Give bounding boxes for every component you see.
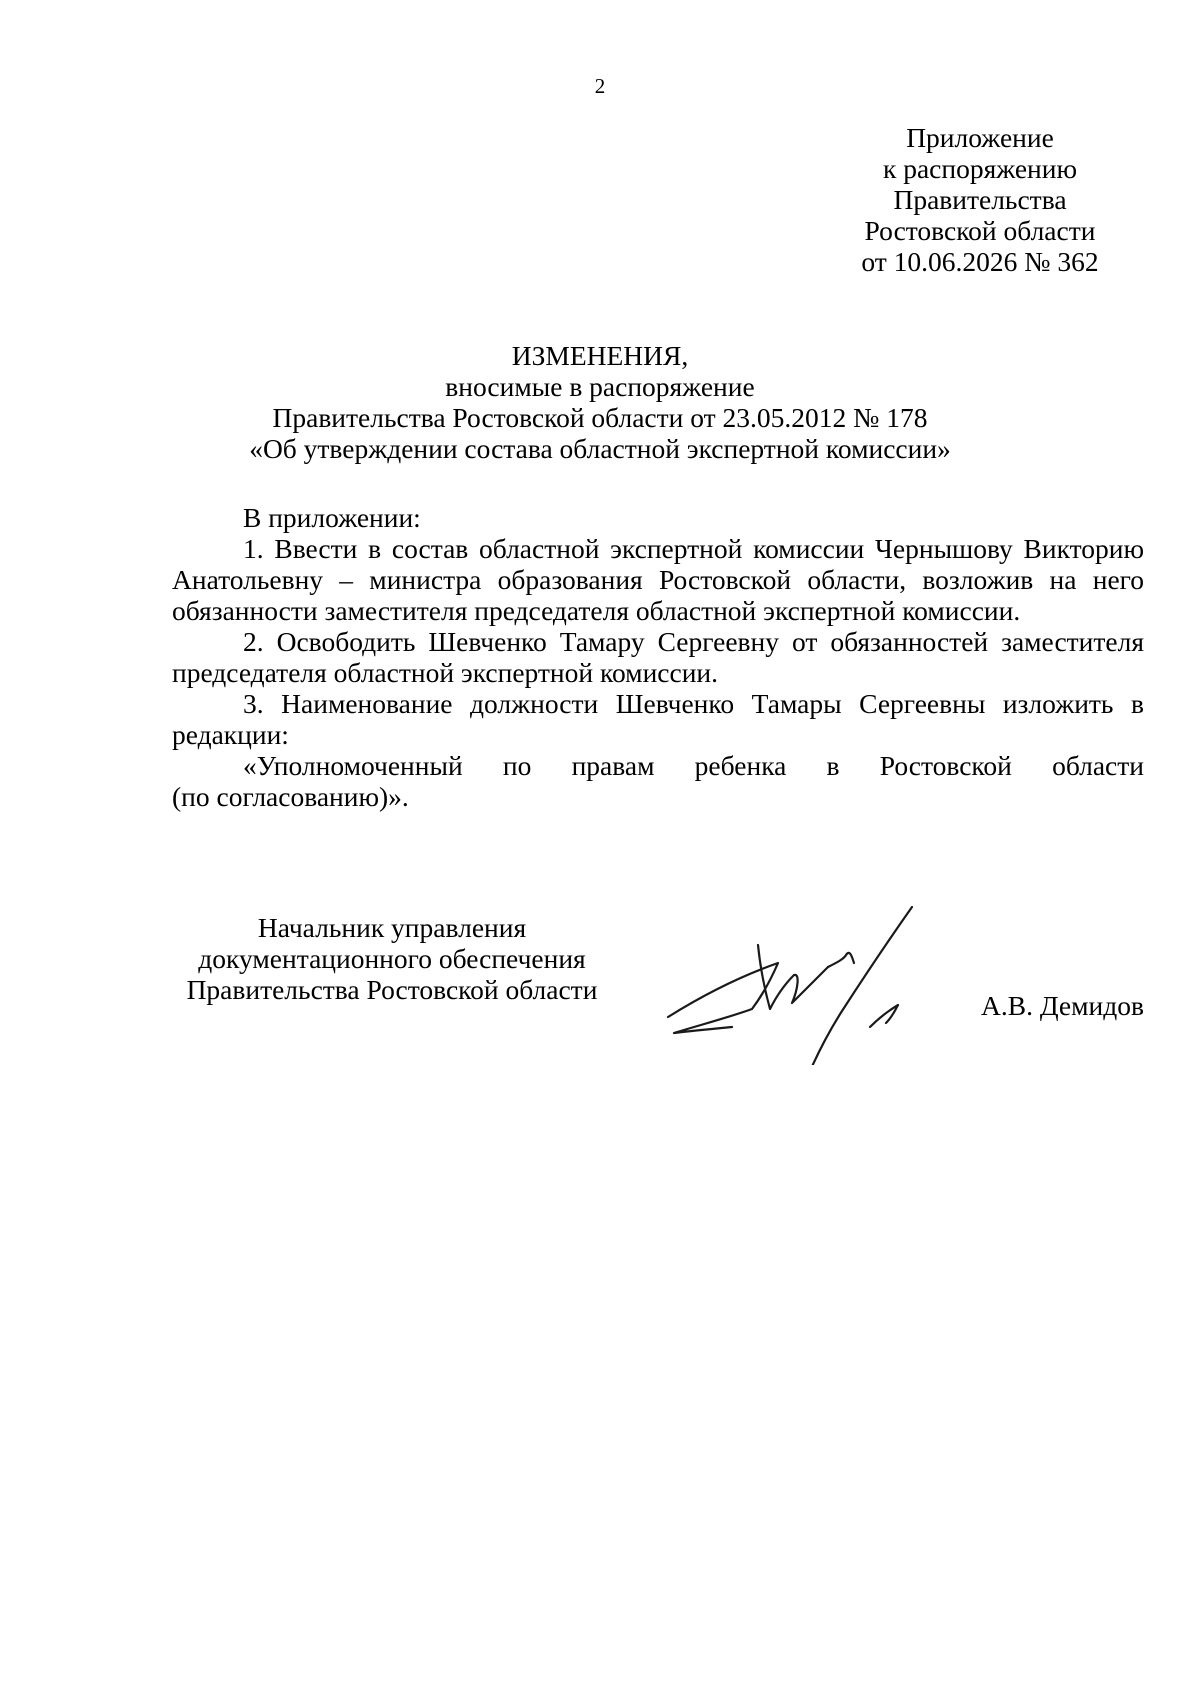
body-quote-line-2: (по согласованию)». [172,781,409,812]
page-number: 2 [594,74,606,98]
body-intro: В приложении: [243,502,421,533]
signatory-name: А.В. Демидов [981,990,1144,1021]
title-line: вносимые в распоряжение [445,371,755,402]
title-line: «Об утверждении состава областной экспертной комиссии» [249,433,951,464]
signatory-position-line: Начальник управления [257,912,527,943]
appendix-line: от 10.06.2026 № 362 [861,246,1099,277]
appendix-line: Правительства [893,184,1067,215]
appendix-heading [840,122,1120,277]
title-line: Правительства Ростовской области от 23.05.2012 № 178 [272,402,928,433]
handwritten-signature [660,905,960,1065]
appendix-line: Ростовской области [864,215,1096,246]
signatory-position-line: документационного обеспечения [198,943,586,974]
signatory-position [172,912,612,1005]
document-title [0,340,1200,464]
signatory-position-line: Правительства Ростовской области [186,974,598,1005]
appendix-line: Приложение [906,122,1054,153]
body-item-3: 3. Наименование должности Шевченко Тамары Сергеевны изложить в редакции: [172,688,1144,750]
body-quote-line-1: «Уполномоченный по правам ребенка в Ростовской области [243,750,1144,781]
appendix-line: к распоряжению [882,153,1078,184]
title-heading: ИЗМЕНЕНИЯ, [511,340,689,371]
body-item-1: 1. Ввести в состав областной экспертной комиссии Чернышову Викторию Анатольевну – министра образования Ростовской области, возложив на него обязанности заместителя председателя областной экспертной комиссии. [172,533,1144,626]
document-body [172,502,1144,812]
body-item-2: 2. Освободить Шевченко Тамару Сергеевну от обязанностей заместителя председателя областной экспертной комиссии. [172,626,1144,688]
